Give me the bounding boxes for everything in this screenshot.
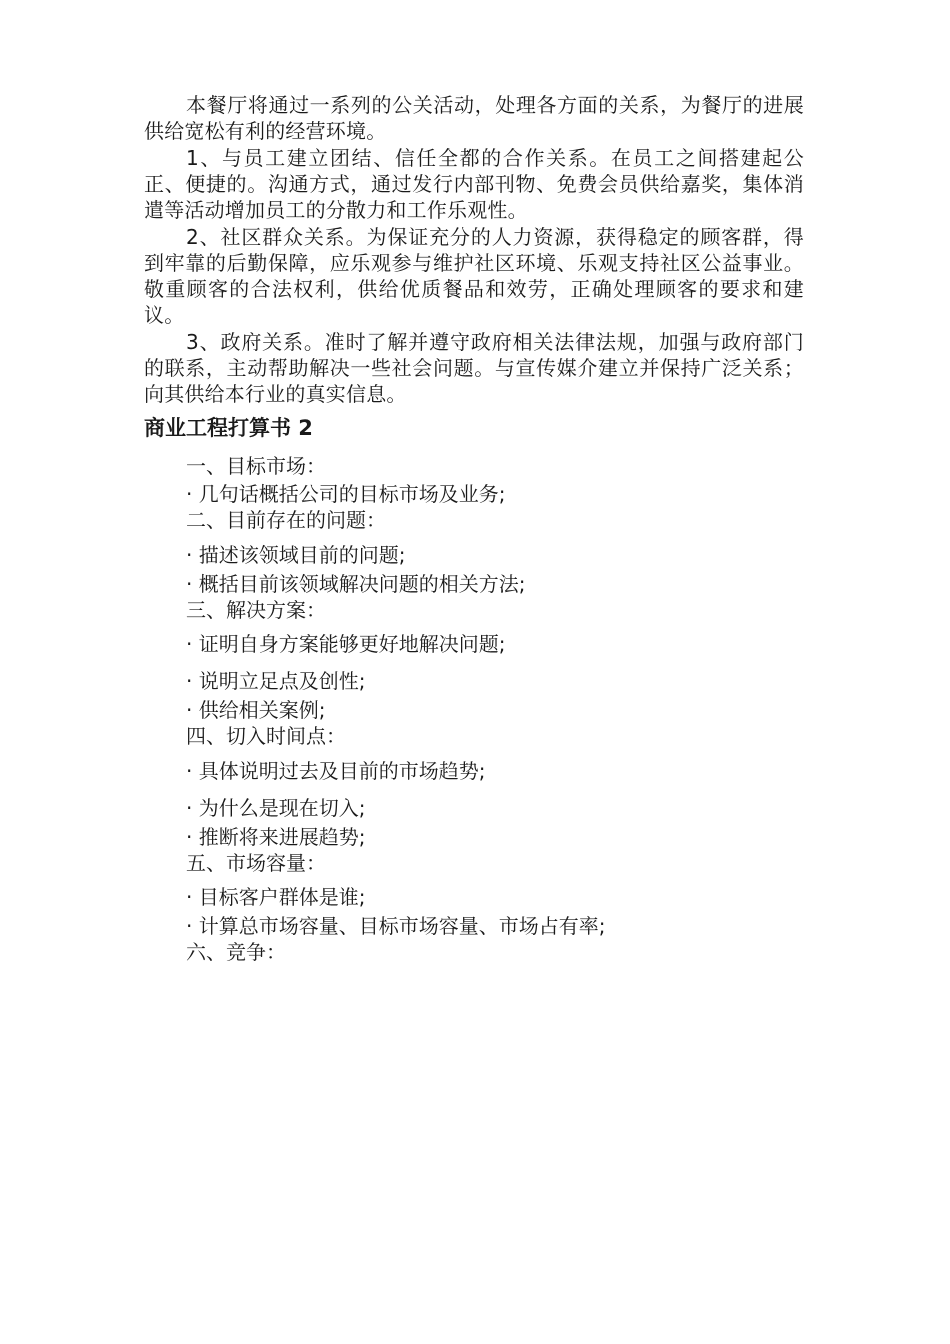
outline-bullet: · 计算总市场容量、目标市场容量、市场占有率; — [186, 914, 606, 938]
outline-bullet: · 说明立足点及创性; — [186, 669, 366, 693]
employee-relations-paragraph: 1、与员工建立团结、信任全都的合作关系。在员工之间搭建起公正、便捷的。沟通方式，通过发行内部刊物、免费会员供给嘉奖，集体消遣等活动增加员工的分散力和工作乐观性。 — [144, 146, 804, 222]
community-relations-paragraph: 2、社区群众关系。为保证充分的人力资源，获得稳定的顾客群，得到牢靠的后勤保障，应乐观参与维护社区环境、乐观支持社区公益事业。敬重顾客的合法权利，供给优质餐品和效劳，正确处理顾客的要求和建议。 — [144, 225, 804, 327]
outline-bullet: · 为什么是现在切入; — [186, 796, 366, 820]
section-title: 商业工程打算书 2 — [144, 416, 313, 440]
outline-heading-market-size: 五、市场容量： — [186, 851, 326, 875]
outline-heading-problems: 二、目前存在的问题： — [186, 508, 386, 532]
outline-bullet: · 推断将来进展趋势; — [186, 825, 366, 849]
outline-heading-competition: 六、竞争： — [186, 940, 286, 964]
outline-heading-solution: 三、解决方案： — [186, 598, 326, 622]
intro-paragraph: 本餐厅将通过一系列的公关活动，处理各方面的关系，为餐厅的进展供给宽松有利的经营环境。 — [144, 93, 804, 143]
outline-bullet: · 供给相关案例; — [186, 698, 326, 722]
outline-bullet: · 目标客户群体是谁; — [186, 885, 366, 909]
outline-heading-target-market: 一、目标市场： — [186, 454, 326, 478]
outline-bullet: · 概括目前该领域解决问题的相关方法; — [186, 572, 526, 596]
outline-bullet: · 描述该领域目前的问题; — [186, 543, 406, 567]
outline-bullet: · 证明自身方案能够更好地解决问题; — [186, 632, 506, 656]
outline-heading-entry-timing: 四、切入时间点： — [186, 724, 346, 748]
outline-bullet: · 具体说明过去及目前的市场趋势; — [186, 759, 486, 783]
government-relations-paragraph: 3、政府关系。准时了解并遵守政府相关法律法规，加强与政府部门的联系，主动帮助解决一些社会问题。与宣传媒介建立并保持广泛关系；向其供给本行业的真实信息。 — [144, 330, 804, 406]
outline-bullet: · 几句话概括公司的目标市场及业务; — [186, 482, 506, 506]
